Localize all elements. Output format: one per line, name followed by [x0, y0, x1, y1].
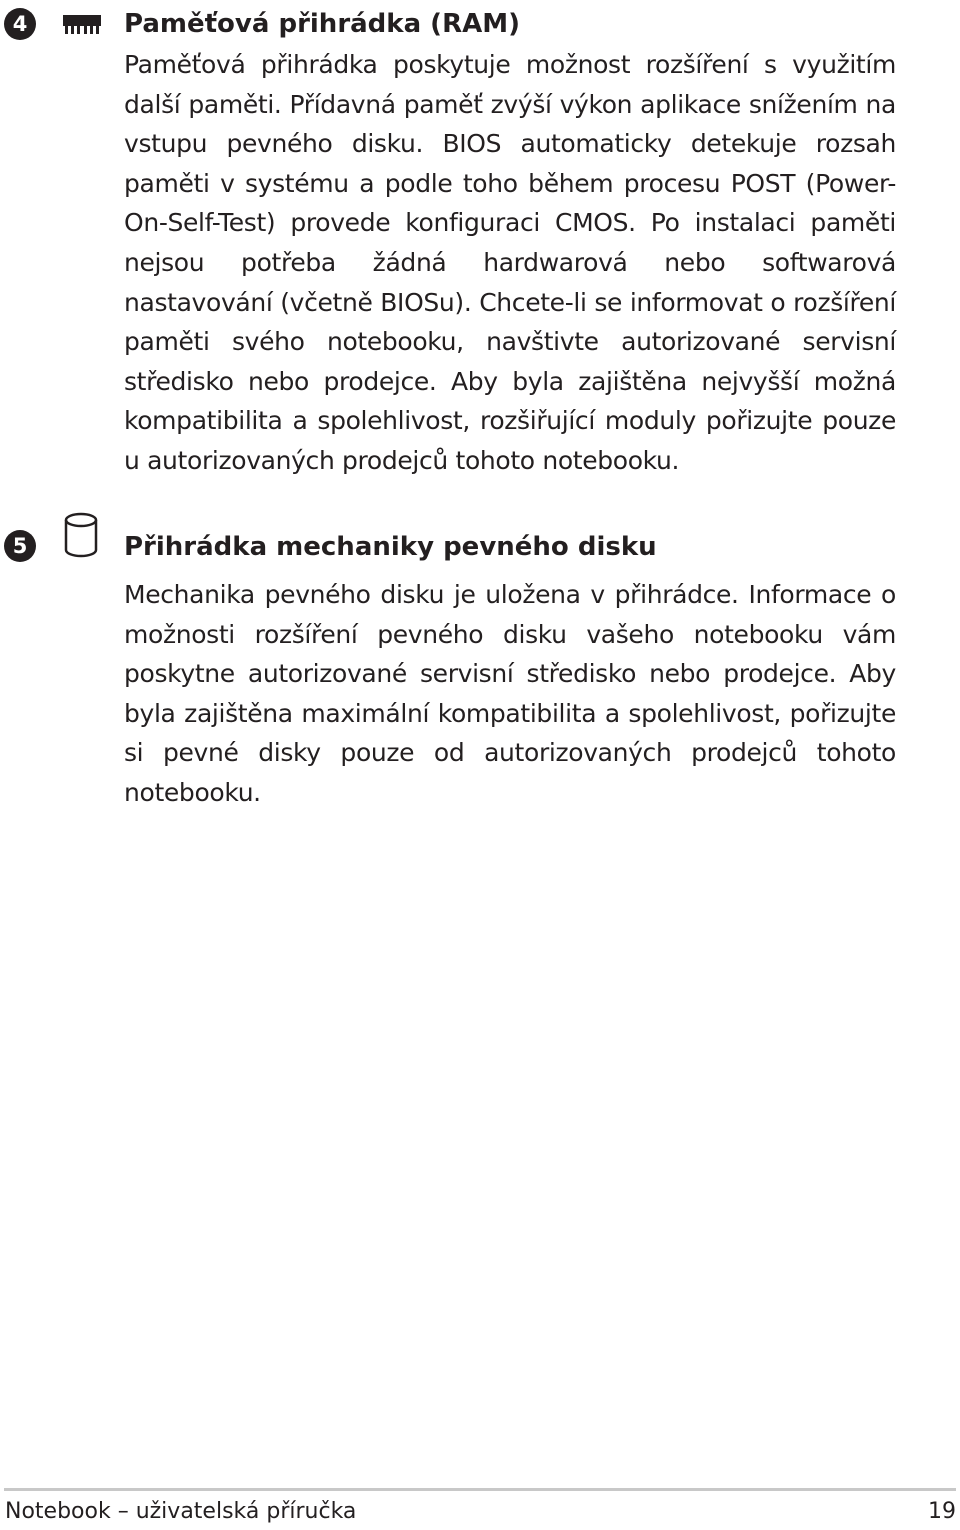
footer-divider [4, 1488, 956, 1491]
section-title: Paměťová přihrádka (RAM) [124, 9, 520, 39]
section-number-badge: 4 [4, 8, 36, 40]
hard-disk-icon [62, 512, 100, 558]
page-number: 19 [928, 1499, 956, 1524]
section-body: Mechanika pevného disku je uložena v přihrádce. Informace o možnosti rozšíření pevného disku vašeho notebooku vám poskytne autorizované servisní středisko nebo prodejce. Aby byla zajištěna maximální kompatibilita a spolehlivost, pořizujte si pevné disky pouze od autorizovaných prodejců tohoto notebooku. [124, 580, 896, 807]
footer-title: Notebook – uživatelská příručka [5, 1499, 357, 1524]
section-title: Přihrádka mechaniky pevného disku [124, 532, 657, 562]
section-body: Paměťová přihrádka poskytuje možnost rozšíření s využitím další paměti. Přídavná paměť zvýší výkon aplikace snížením na vstupu pevného disku. BIOS automaticky detekuje rozsah paměti v systému a podle toho během procesu POST (Power-On-Self-Test) provede konfiguraci CMOS. Po instalaci paměti nejsou potřeba žádná hardwarová nebo softwarová nastavování (včetně BIOSu). Chcete-li se informovat o rozšíření paměti svého notebooku, navštivte autorizované servisní středisko nebo prodejce. Aby byla zajištěna nejvyšší možná kompatibilita a spolehlivost, rozšiřující moduly pořizujte pouze u autorizovaných prodejců tohoto notebooku. [124, 50, 896, 475]
memory-module-icon [62, 14, 102, 36]
section-number-badge: 5 [4, 530, 36, 562]
